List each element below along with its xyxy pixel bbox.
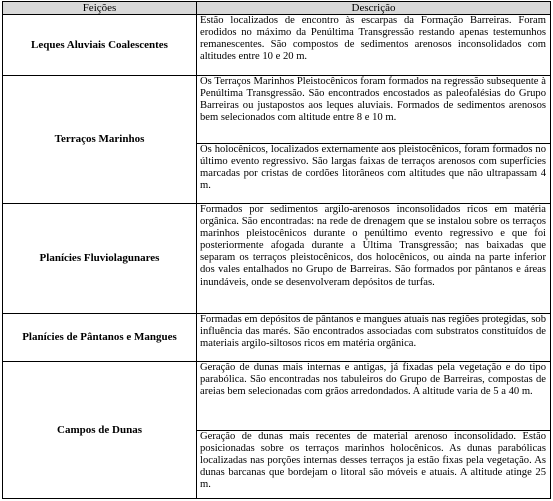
description-cell: Os Terraços Marinhos Pleistocênicos foram formados na regressão subsequente à Penúltima Transgressão. São encontrados encostados as paleofalésias do Grupo Barreiras ou justapostos aos leques aluviais. Formados de sedimentos arenosos bem selecionados com altitude entre 8 e 10 m.: [197, 76, 551, 144]
header-feature: Feições: [3, 2, 197, 15]
description-cell: Estão localizados de encontro às escarpas da Formação Barreiras. Foram erodidos no máximo da Penúltima Transgressão restando apenas testemunhos remanescentes. São compostos de sedimentos arenosos inconsolidados com altitudes entre 10 e 20 m.: [197, 15, 551, 76]
landforms-table: [2, 1, 551, 499]
feature-cell: Terraços Marinhos: [3, 76, 197, 204]
table-row: [3, 204, 551, 314]
table-row: [3, 15, 551, 76]
description-cell: Formadas em depósitos de pântanos e mangues atuais nas regiões protegidas, sob influência das marés. São encontrados associadas com substratos constituídos de materiais argilo-siltosos ricos em matéria orgânica.: [197, 314, 551, 362]
table-container: [2, 1, 551, 499]
table-header-row: [3, 2, 551, 15]
feature-cell: Planícies de Pântanos e Mangues: [3, 314, 197, 362]
description-cell: Geração de dunas mais internas e antigas, já fixadas pela vegetação e do tipo parabólica. São encontradas nos tabuleiros do Grupo de Barreiras, compostas de areias bem selecionadas com grãos arredondados. A altitude varia de 5 a 40 m.: [197, 362, 551, 431]
description-cell: Geração de dunas mais recentes de material arenoso inconsolidado. Estão posicionadas sobre os terraços marinhos holocênicos. As dunas parabólicas localizadas nas porções internas desses terraços ja estão fixas pela vegetação. As dunas barcanas que bordejam o litoral são móveis e atuais. A altitude atinge 25 m.: [197, 431, 551, 499]
header-description: Descrição: [197, 2, 551, 15]
feature-cell: Campos de Dunas: [3, 362, 197, 499]
table-row: [3, 76, 551, 144]
table-row: [3, 314, 551, 362]
description-cell: Os holocênicos, localizados externamente aos pleistocênicos, foram formados no último evento regressivo. São largas faixas de terraços arenosos com superfícies marcadas por cristas de cordões litorâneos com altitudes que não ultrapassam 4 m.: [197, 144, 551, 204]
feature-cell: Planícies Fluviolagunares: [3, 204, 197, 314]
feature-cell: Leques Aluviais Coalescentes: [3, 15, 197, 76]
description-cell: Formados por sedimentos argilo-arenosos inconsolidados ricos em matéria orgânica. São encontradas: na rede de drenagem que se instalou sobre os terraços marinhos pleistocênicos durante o penúltimo evento regressivo e que foi posteriormente afogada durante a Última Transgressão; nas baixadas que separam os terraços pleistocênicos, dos holocênicos, ou ainda na parte inferior dos vales entalhados no Grupo de Barreiras. São formados por pântanos e áreas inundáveis, onde se desenvolveram depósitos de turfas.: [197, 204, 551, 314]
table-row: [3, 362, 551, 431]
